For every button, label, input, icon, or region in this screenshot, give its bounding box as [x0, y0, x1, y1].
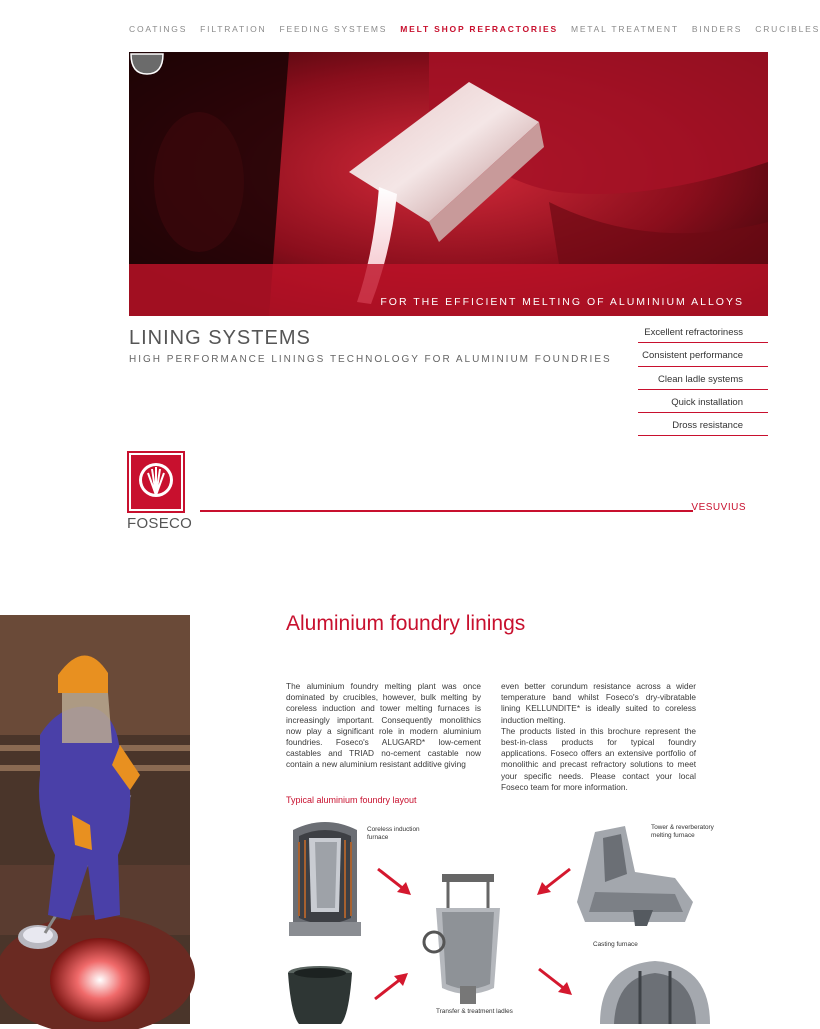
nav-melt-shop-refractories[interactable]: MELT SHOP REFRACTORIES	[400, 24, 558, 34]
article-paragraph: The products listed in this brochure represent the best-in-class products for typical foundry applications. Foseco offers an extensive portfolio of monolithic and precast refractory solutions to meet your specific needs. Please contact your local Foseco team for more information.	[501, 725, 696, 792]
arrow-right-down-icon	[536, 966, 576, 998]
nav-binders[interactable]: BINDERS	[691, 24, 743, 34]
hero-image	[129, 52, 768, 316]
nav-metal-treatment[interactable]: METAL TREATMENT	[570, 24, 679, 34]
feature-item: Quick installation	[628, 394, 768, 417]
foseco-logo	[127, 451, 193, 532]
half-circle-emblem-icon	[129, 52, 165, 76]
features-list	[628, 324, 768, 440]
arrow-right-up-icon	[372, 970, 412, 1002]
article-column-2	[501, 681, 696, 793]
brand-divider	[200, 510, 693, 512]
page-title: LINING SYSTEMS	[129, 327, 311, 349]
article-title: Aluminium foundry linings	[286, 612, 526, 635]
article-column-1	[286, 681, 481, 771]
foundry-worker-photo	[0, 615, 190, 1024]
crucible-illustration	[285, 965, 355, 1024]
nav-coatings[interactable]: COATINGS	[129, 24, 188, 34]
vesuvius-wordmark: VESUVIUS	[691, 502, 746, 513]
feature-item: Dross resistance	[628, 417, 768, 440]
hero-caption-band	[129, 264, 768, 316]
foundry-worker-illustration	[0, 615, 190, 1024]
transfer-ladle-illustration	[420, 868, 515, 1010]
page-subtitle: HIGH PERFORMANCE LININGS TECHNOLOGY FOR ALUMINIUM FOUNDRIES	[129, 354, 612, 365]
coreless-induction-furnace-illustration	[285, 812, 365, 942]
arrow-right-down-icon	[375, 866, 415, 898]
article-paragraph: The aluminium foundry melting plant was once dominated by crucibles, however, bulk melting by coreless induction and tower melting furnaces is increasingly important. Consequently monolithics now play a significant role in modern aluminium foundries. Foseco's ALUGARD* low-cement castables and TRIAD no-cement castable now contain a new aluminium resistant additive giving	[286, 681, 481, 770]
tower-furnace-label: Tower & reverberatory melting furnace	[651, 824, 714, 839]
casting-furnace-illustration	[590, 955, 720, 1024]
arrow-left-down-icon	[533, 866, 573, 898]
coreless-furnace-label: Coreless induction furnace	[367, 826, 420, 841]
feature-item: Consistent performance	[628, 347, 768, 370]
transfer-ladles-label: Transfer & treatment ladles	[436, 1008, 513, 1015]
article-paragraph: even better corundum resistance across a wider temperature band whilst Foseco's dry-vibratable lining KELLUNDITE* is ideally suited to coreless induction melting.	[501, 681, 696, 725]
nav-filtration[interactable]: FILTRATION	[200, 24, 267, 34]
nav-crucibles[interactable]: CRUCIBLES	[755, 24, 820, 34]
foseco-wordmark: FOSECO	[127, 515, 193, 532]
top-nav	[129, 24, 820, 34]
feature-item: Clean ladle systems	[628, 371, 768, 394]
layout-diagram-title: Typical aluminium foundry layout	[286, 795, 417, 805]
feature-item: Excellent refractoriness	[628, 324, 768, 347]
foseco-logo-mark-icon	[127, 451, 185, 513]
casting-furnace-label: Casting furnace	[593, 941, 638, 948]
nav-feeding-systems[interactable]: FEEDING SYSTEMS	[279, 24, 388, 34]
hero-caption: FOR THE EFFICIENT MELTING OF ALUMINIUM ALLOYS	[380, 296, 744, 308]
